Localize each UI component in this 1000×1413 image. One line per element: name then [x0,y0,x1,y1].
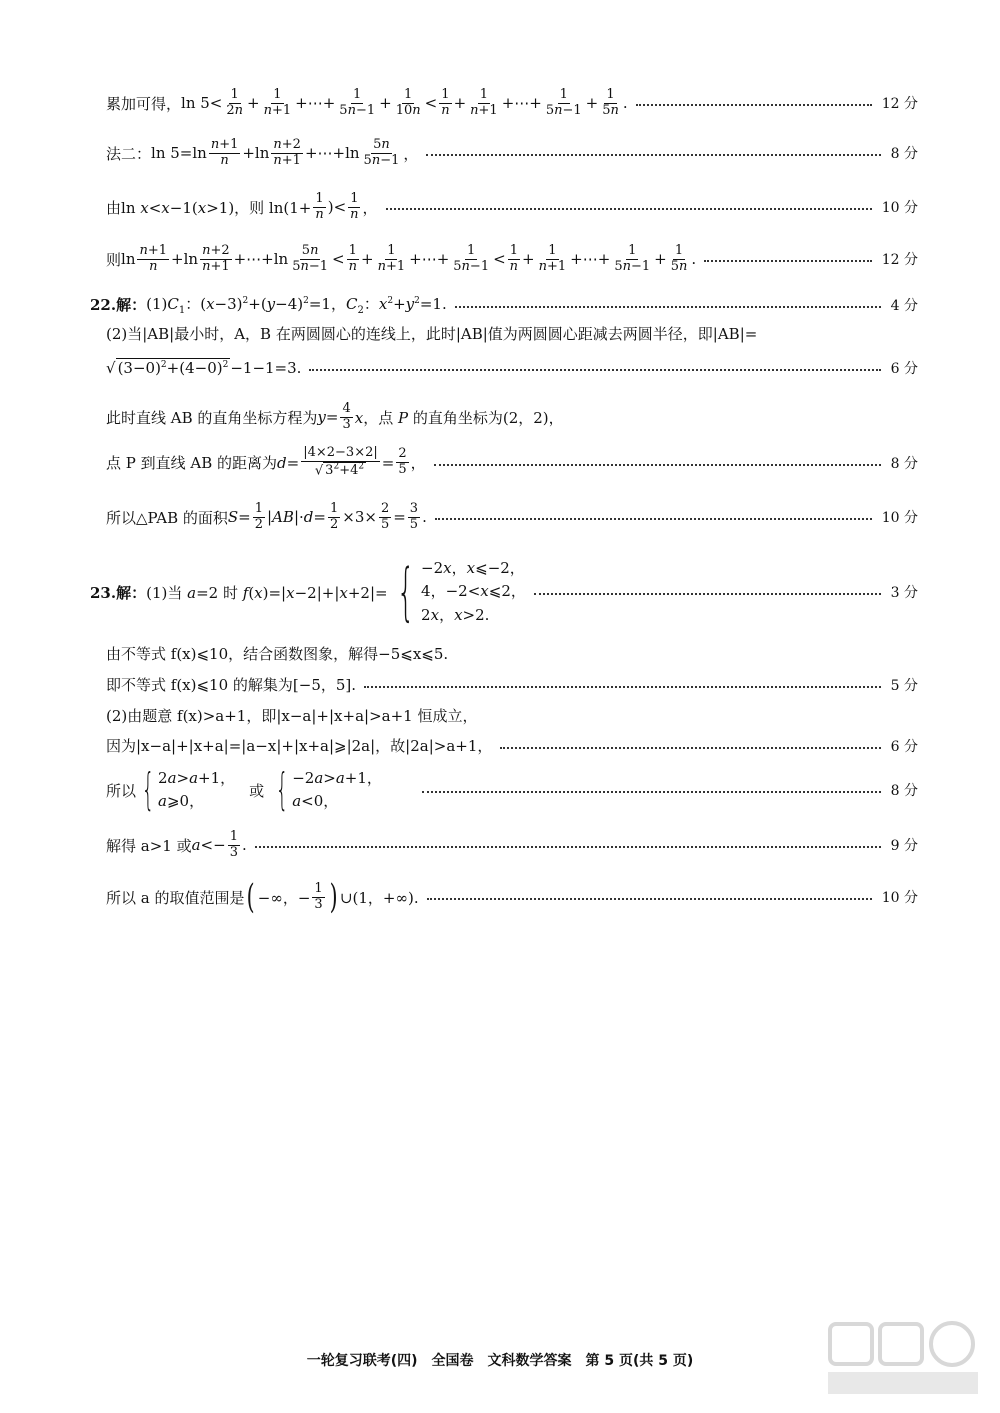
solution-line: 则 ln n+1 n +ln n+2 n+1 +⋯+ln 5n 5n−1 < 1 n + 1 n+1 +⋯+ 1 5n−1 < 1 n + 1 n+1 +⋯+ 1 5n−1 + 1 5n . 12 分 [106,243,918,274]
solution-line: 即不等式 f(x)⩽10 的解集为[−5，5]. 5 分 [106,676,918,694]
inequality-system: { 2a>a+1， a⩾0， [141,764,236,815]
inequality-system: { −2a>a+1， a<0， [275,764,382,815]
score: 10 分 [881,510,918,527]
dot-leader [255,846,881,848]
dot-leader [500,747,880,749]
solution-line: 点 P 到直线 AB 的距离为 d = |4×2−3×2| √ $3^2+4^2$ = 2 5 ， 8 分 [106,445,918,479]
solution-line: 所以△PAB 的面积 S = 1 2 |AB|·d= $\frac{1}{2}$ ×3× 2 5 = 3 5 . 10 分 [106,501,918,532]
solution-line: 法二： ln 5=ln n+1 n +ln n+2 n+1 +⋯+ln 5n 5n−1 ， 8 分 [106,137,918,168]
solution-line: 由 ln x<x−1(x>1)，则 ln(1+ $\frac{1}{n}$ )< 1 n ， 10 分 [106,191,918,222]
dot-leader [309,369,880,371]
dot-leader [636,104,872,106]
score: 8 分 [890,455,918,472]
piecewise-function: { −2x，x⩽−2， 4，−2<x⩽2， 2x，x>2. [396,555,526,628]
dot-leader [386,208,872,210]
solution-line: 解得 a>1 或 a <− 1 3 . 9 分 [106,829,918,860]
solution-line: 22.解： $(1)C_1$：$(x-3)^2+(y-4)^2=1$，$C_2$：$x^2+y^2=1$. 4 分 [90,295,918,316]
solution-line: 所以 a 的取值范围是 ( −∞，− $\frac{1}{3}$ ) ∪(1，+∞). 10 分 [106,877,918,917]
score: 10 分 [881,200,918,217]
page-footer: 一轮复习联考(四) 全国卷 文科数学答案 第 5 页(共 5 页) [306,1353,694,1369]
dot-leader [422,791,881,793]
score: 9 分 [890,838,918,855]
solution-line: 因为|x−a|+|x+a|=|a−x|+|x+a|⩾|2a|，故|2a|>a+1， 6 分 [106,737,918,755]
solution-line: 累加可得， ln 5< 1 2n + 1 n+1 +⋯+ 1 5n−1 + 1 10n < 1 n + 1 n+1 +⋯+ 1 5n−1 + 1 5n . 12 分 [106,87,918,118]
solution-line: √ $(3-0)^2+(4-0)^2 -1-1=3$. 6 分 [106,359,918,377]
dot-leader [455,306,881,308]
score: 10 分 [881,890,918,906]
solution-line: 此时直线 AB 的直角坐标方程为 y = 4 3 x，点 P 的直角坐标为(2，2)， [106,401,564,432]
score: 4 分 [890,297,918,314]
score: 6 分 [890,738,918,755]
solution-line: (2)由题意 f(x)>a+1，即|x−a|+|x+a|>a+1 恒成立， [106,707,478,725]
dot-leader [426,154,880,156]
dot-leader [434,464,881,466]
dot-leader [427,898,872,900]
score: 5 分 [890,677,918,694]
score: 6 分 [890,361,918,377]
score: 3 分 [890,585,918,601]
score: 8 分 [890,783,918,799]
solution-line: (2)当|AB|最小时，A，B 在两圆圆心的连线上，此时|AB|值为两圆圆心距减去两圆半径，即|AB|= [106,325,758,343]
score: 8 分 [890,146,918,163]
dot-leader [534,593,881,595]
dot-leader [704,260,872,262]
dot-leader [435,518,872,520]
solution-line: 由不等式 f(x)⩽10，结合函数图象，解得−5⩽x⩽5. [106,645,449,663]
solution-line: 所以 { 2a>a+1， a⩾0， 或 { −2a>a+1， a<0， 8 分 [106,764,918,815]
solution-line: 23.解： (1)当 a=2 时 f(x)=|x−2|+|x+2|= { −2x，x⩽−2， 4，−2<x⩽2， 2x，x>2. 3 分 [90,555,918,628]
score: 12 分 [881,96,918,113]
score: 12 分 [881,252,918,269]
dot-leader [364,686,881,688]
